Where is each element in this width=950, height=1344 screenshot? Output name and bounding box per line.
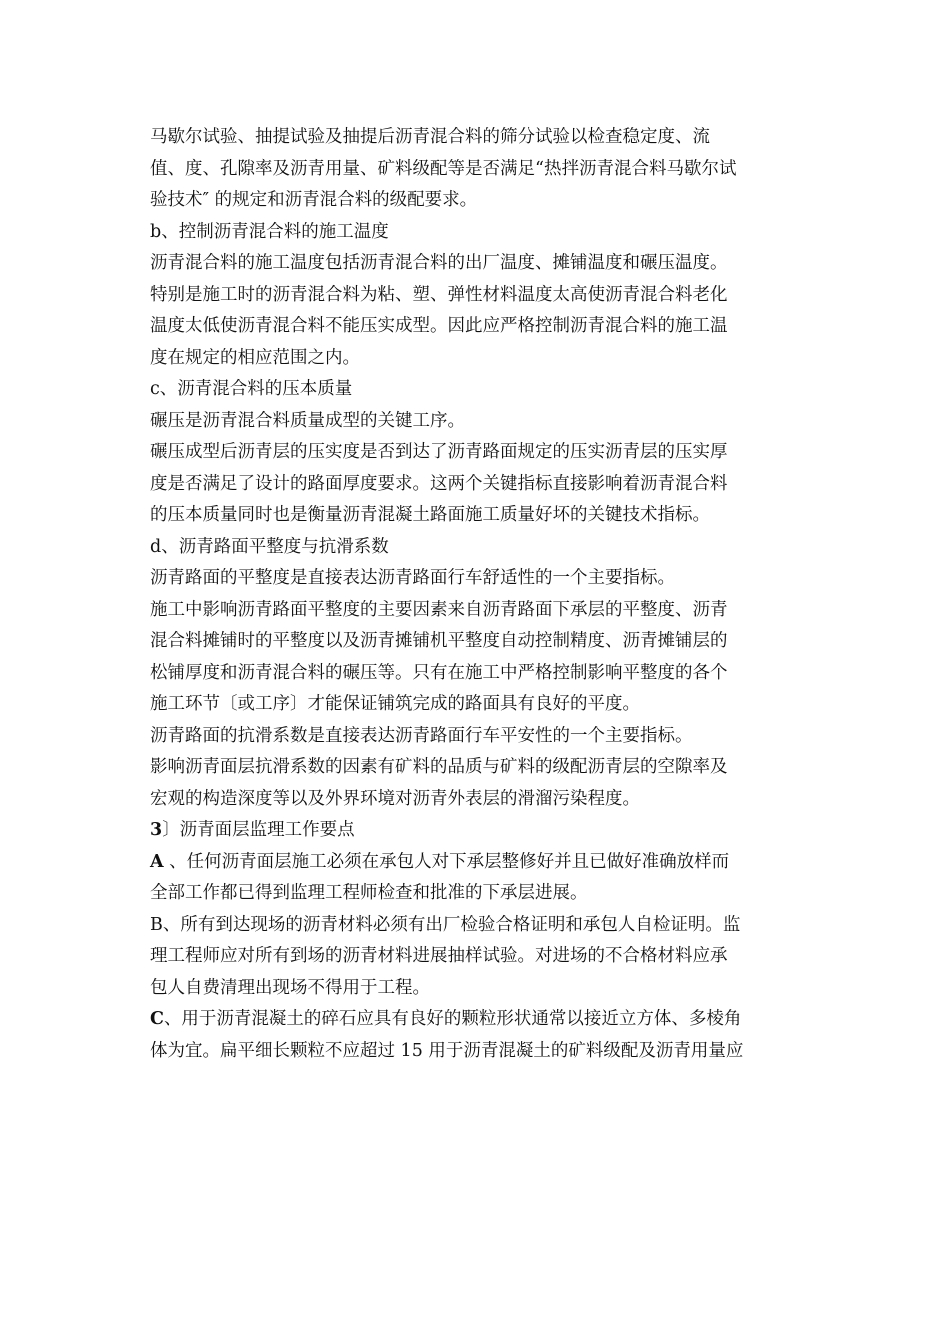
text-line: 理工程师应对所有到场的沥青材料进展抽样试验。对进场的不合格材料应承 — [150, 946, 728, 966]
text-line: 马歇尔试验、抽提试验及抽提后沥青混合料的筛分试验以检查稳定度、流 — [150, 127, 710, 147]
list-item-a: A 、任何沥青面层施工必须在承包人对下承层整修好并且已做好准确放样而 — [150, 851, 730, 872]
text-line: 全部工作都已得到监理工程师检查和批准的下承层进展。 — [150, 883, 588, 903]
text-line: 影响沥青面层抗滑系数的因素有矿料的品质与矿料的级配沥青层的空隙率及 — [150, 757, 728, 777]
text-line: 度是否满足了设计的路面厚度要求。这两个关键指标直接影响着沥青混合料 — [150, 473, 728, 494]
section-heading-b: b、控制沥青混合料的施工温度 — [150, 221, 389, 242]
list-marker: C — [150, 1009, 164, 1029]
text-line: 沥青路面的平整度是直接表达沥青路面行车舒适性的一个主要指标。 — [150, 568, 675, 588]
section-heading-d: d、沥青路面平整度与抗滑系数 — [150, 536, 389, 557]
heading-number: 3 — [150, 820, 163, 840]
list-item-c: C、用于沥青混凝土的碎石应具有良好的颗粒形状通常以接近立方体、多棱角 — [150, 1009, 742, 1029]
text-line: 施工中影响沥青路面平整度的主要因素来自沥青路面下承层的平整度、沥青 — [150, 599, 728, 620]
text-line: 碾压成型后沥青层的压实度是否到达了沥青路面规定的压实沥青层的压实厚 — [150, 442, 728, 462]
list-item-b: B、所有到达现场的沥青材料必须有出厂检验合格证明和承包人自检证明。监 — [150, 914, 741, 935]
document-page — [150, 122, 810, 1067]
section-heading-c: c、沥青混合料的压本质量 — [150, 379, 353, 399]
text-line: 包人自费清理出现场不得用于工程。 — [150, 977, 430, 998]
text-line: 碾压是沥青混合料质量成型的关键工序。 — [150, 410, 465, 431]
text-line: 验技术″ 的规定和沥青混合料的级配要求。 — [150, 190, 478, 210]
text-line: 混合料摊铺时的平整度以及沥青摊铺机平整度自动控制精度、沥青摊铺层的 — [150, 631, 728, 651]
section-heading-3: 3〕沥青面层监理工作要点 — [150, 820, 355, 840]
text-line: 沥青路面的抗滑系数是直接表达沥青路面行车平安性的一个主要指标。 — [150, 725, 693, 746]
text-line: 的压本质量同时也是衡量沥青混凝土路面施工质量好坏的关键技术指标。 — [150, 505, 710, 525]
text-line: 施工环节〔或工序〕才能保证铺筑完成的路面具有良好的平度。 — [150, 694, 640, 714]
text-line: 松铺厚度和沥青混合料的碾压等。只有在施工中严格控制影响平整度的各个 — [150, 662, 728, 683]
text-line: 度在规定的相应范围之内。 — [150, 347, 360, 368]
text-line: 值、度、孔隙率及沥青用量、矿料级配等是否满足“热拌沥青混合料马歇尔试 — [150, 158, 737, 179]
text-line: 温度太低使沥青混合料不能压实成型。因此应严格控制沥青混合料的施工温 — [150, 316, 728, 336]
text-line: 沥青混合料的施工温度包括沥青混合料的出厂温度、摊铺温度和碾压温度。 — [150, 253, 728, 273]
text-line: 宏观的构造深度等以及外界环境对沥青外表层的滑溜污染程度。 — [150, 788, 640, 809]
text-line: 特别是施工时的沥青混合料为粘、塑、弹性材料温度太高使沥青混合料老化 — [150, 284, 728, 305]
list-marker: A — [150, 851, 164, 872]
text-line: 体为宜。扁平细长颗粒不应超过 15 用于沥青混凝土的矿料级配及沥青用量应 — [150, 1040, 744, 1061]
